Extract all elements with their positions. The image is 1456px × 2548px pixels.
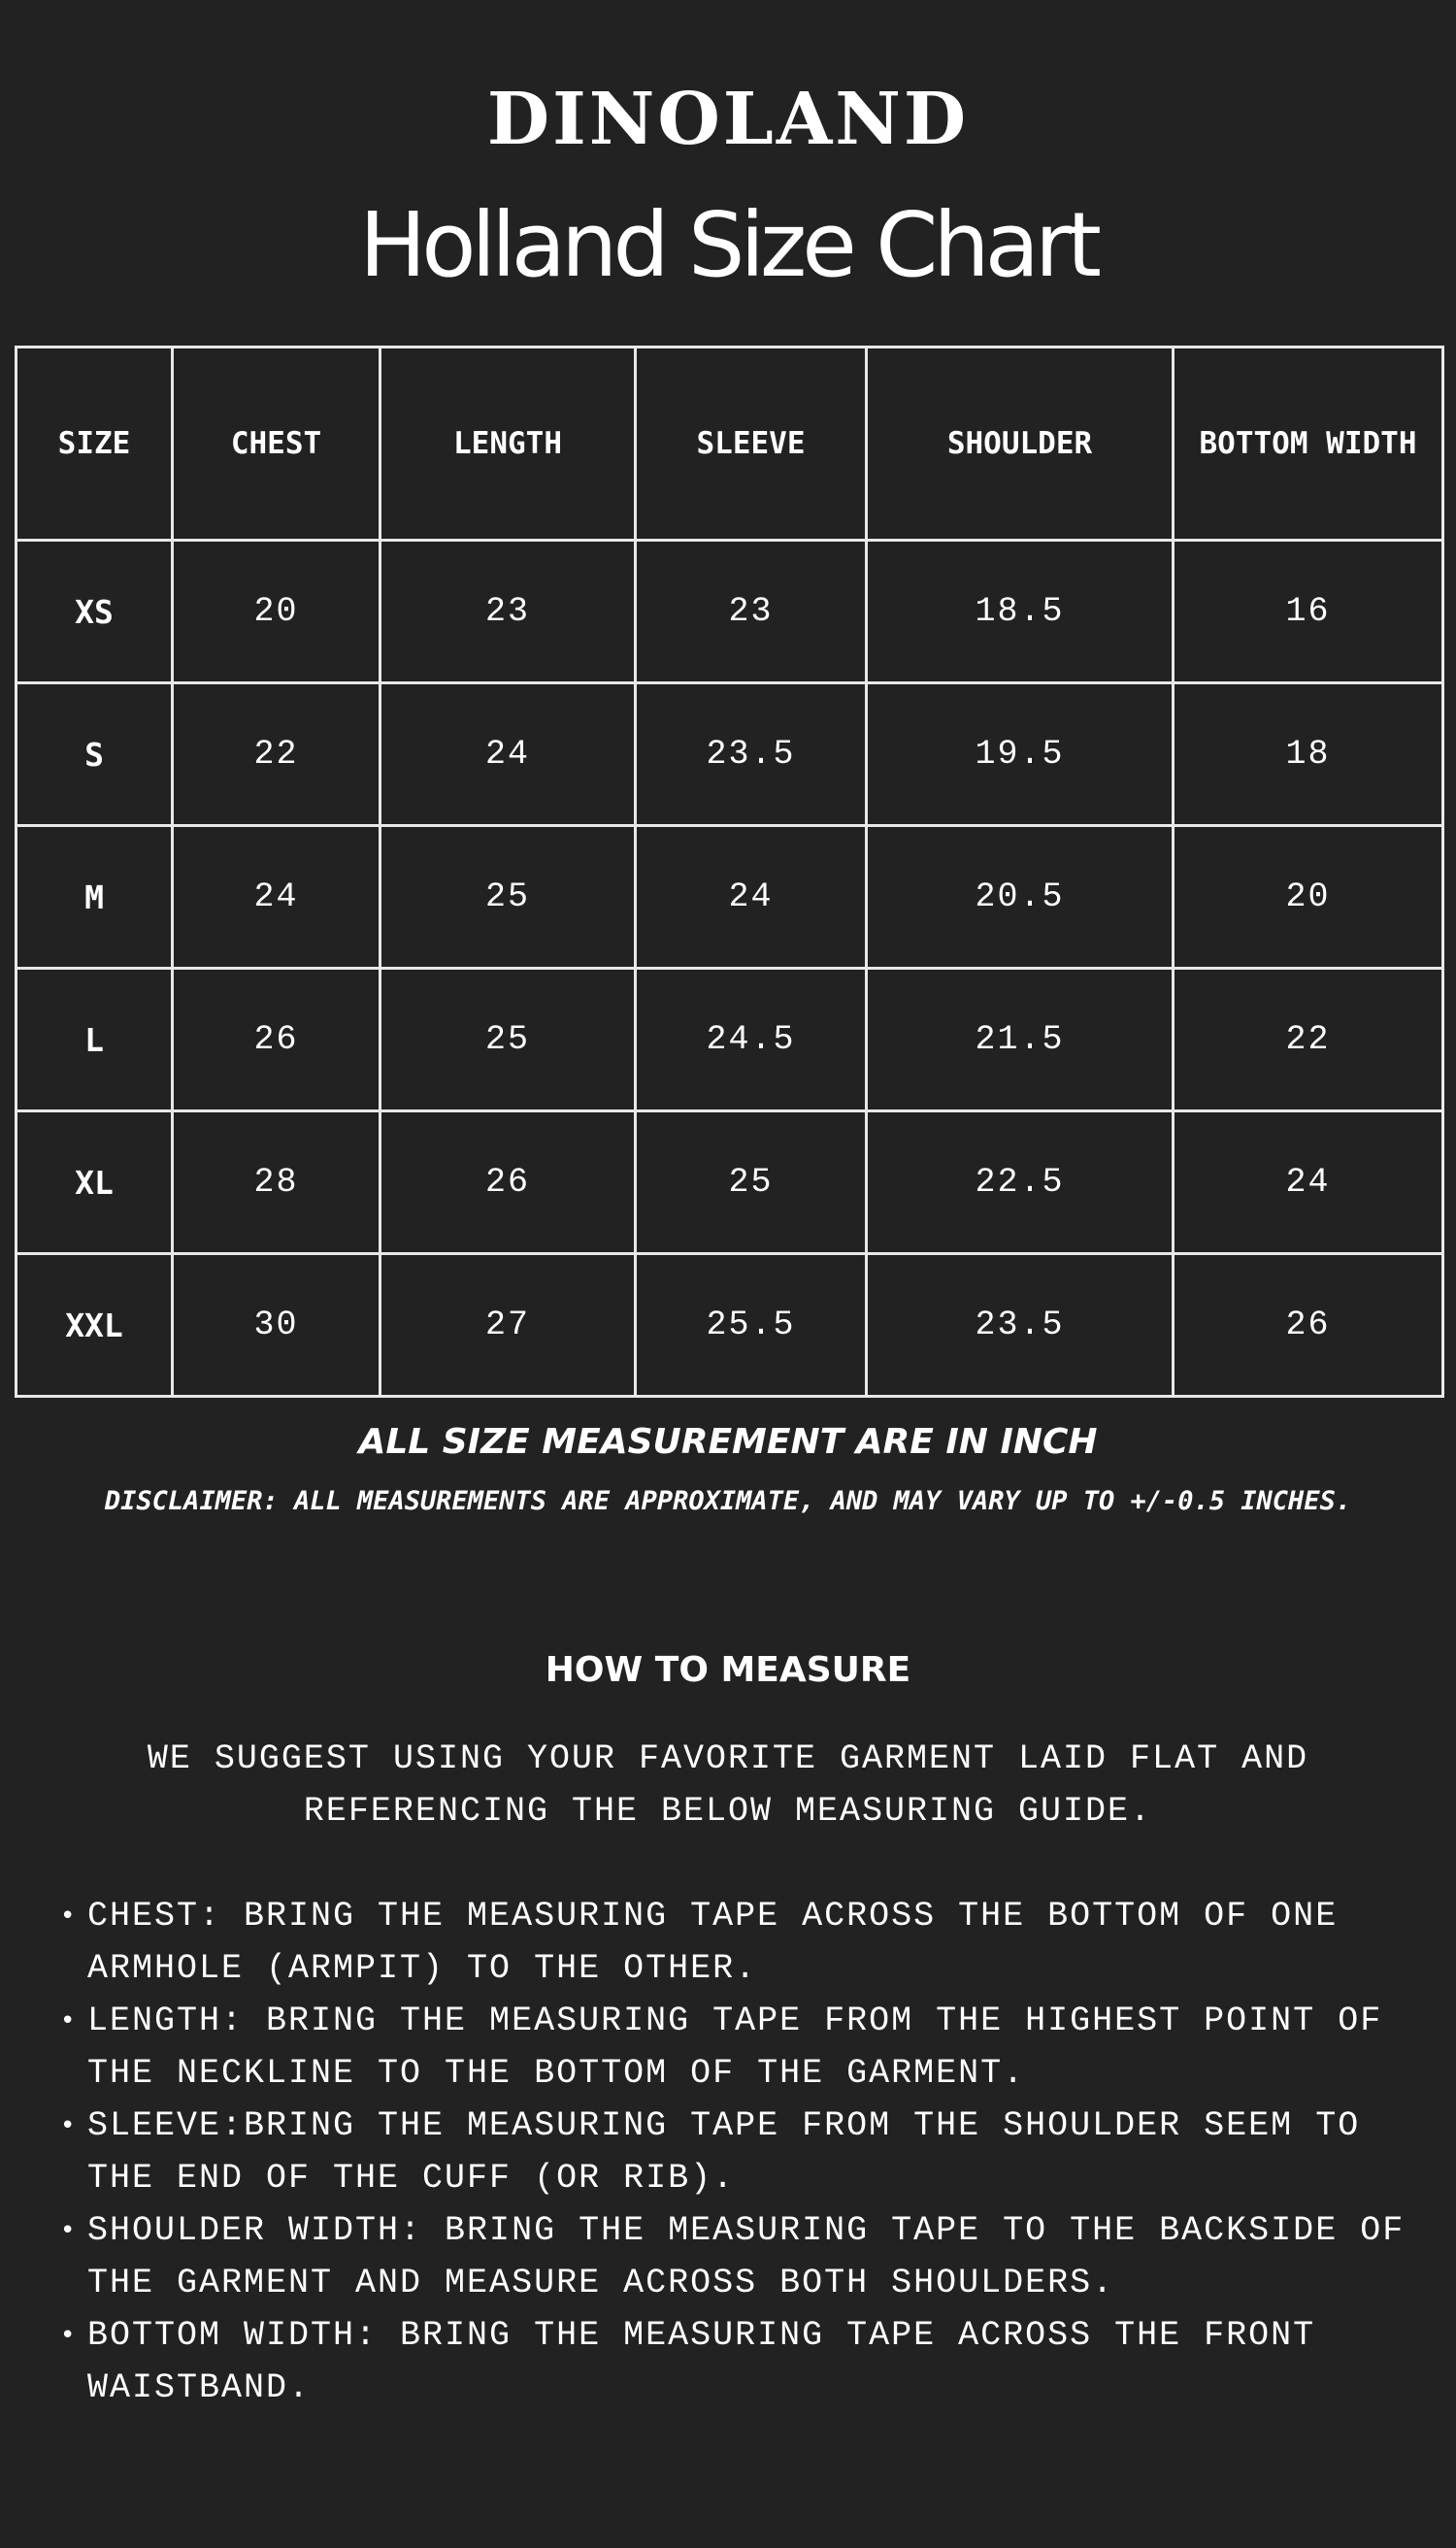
bullet-icon: • [60,2321,78,2350]
length-cell: 23 [381,541,636,683]
chest-cell: 30 [173,1254,381,1397]
shoulder-cell: 23.5 [867,1254,1174,1397]
chest-cell: 22 [173,683,381,826]
guide-bottom-width-text: BOTTOM WIDTH: BRING THE MEASURING TAPE ACROSS THE FRONT WAISTBAND. [87,2316,1316,2407]
size-cell: M [17,826,173,969]
header-bottom-width: BOTTOM WIDTH [1174,347,1443,541]
sleeve-cell: 25 [636,1111,867,1254]
chest-cell: 24 [173,826,381,969]
list-item [60,2309,1437,2414]
table-row [17,969,1443,1111]
page-title: Holland Size Chart [359,193,1097,297]
shoulder-cell: 21.5 [867,969,1174,1111]
guide-sleeve-text: SLEEVE:BRING THE MEASURING TAPE FROM THE SHOULDER SEEM TO THE END OF THE CUFF (OR RIB). [87,2106,1361,2198]
bottom-width-cell: 20 [1174,826,1443,969]
chest-cell: 20 [173,541,381,683]
shoulder-cell: 19.5 [867,683,1174,826]
length-cell: 24 [381,683,636,826]
size-chart-table [15,346,1444,1398]
measuring-guide-list [60,1890,1437,2414]
table-row [17,683,1443,826]
chest-cell: 28 [173,1111,381,1254]
how-to-measure-intro: WE SUGGEST USING YOUR FAVORITE GARMENT LAID FLAT AND REFERENCING THE BELOW MEASURING GUIDE. [147,1739,1309,1831]
guide-shoulder-width-text: SHOULDER WIDTH: BRING THE MEASURING TAPE TO THE BACKSIDE OF THE GARMENT AND MEASURE ACROSS BOTH SHOULDERS. [87,2211,1406,2302]
bottom-width-cell: 16 [1174,541,1443,683]
sleeve-cell: 25.5 [636,1254,867,1397]
table-header-row [17,347,1443,541]
length-cell: 26 [381,1111,636,1254]
header-sleeve: SLEEVE [636,347,867,541]
list-item [60,1995,1437,2100]
header-chest: CHEST [173,347,381,541]
bullet-icon: • [60,2111,78,2140]
disclaimer-text: DISCLAIMER: ALL MEASUREMENTS ARE APPROXIMATE, AND MAY VARY UP TO +/-0.5 INCHES. [104,1486,1352,1516]
guide-chest-text: CHEST: BRING THE MEASURING TAPE ACROSS THE BOTTOM OF ONE ARMHOLE (ARMPIT) TO THE OTHER. [87,1897,1339,1988]
length-cell: 25 [381,826,636,969]
size-cell: XL [17,1111,173,1254]
length-cell: 27 [381,1254,636,1397]
chest-cell: 26 [173,969,381,1111]
how-to-measure-heading: HOW TO MEASURE [545,1650,911,1690]
brand-logo-text: DINOLAND [486,78,970,161]
header-shoulder: SHOULDER [867,347,1174,541]
sleeve-cell: 24.5 [636,969,867,1111]
list-item [60,1890,1437,1995]
table-row [17,1111,1443,1254]
bullet-icon: • [60,2006,78,2035]
units-note: ALL SIZE MEASUREMENT ARE IN INCH [358,1422,1098,1462]
size-cell: L [17,969,173,1111]
bottom-width-cell: 26 [1174,1254,1443,1397]
length-cell: 25 [381,969,636,1111]
list-item [60,2204,1437,2309]
guide-length-text: LENGTH: BRING THE MEASURING TAPE FROM THE HIGHEST POINT OF THE NECKLINE TO THE BOTTOM OF THE GARMENT. [87,2002,1383,2093]
sleeve-cell: 23 [636,541,867,683]
size-cell: XXL [17,1254,173,1397]
shoulder-cell: 18.5 [867,541,1174,683]
table-row [17,541,1443,683]
bottom-width-cell: 24 [1174,1111,1443,1254]
size-cell: XS [17,541,173,683]
header-length: LENGTH [381,347,636,541]
bottom-width-cell: 18 [1174,683,1443,826]
bullet-icon: • [60,2216,78,2245]
header-size: SIZE [17,347,173,541]
table-row [17,1254,1443,1397]
bottom-width-cell: 22 [1174,969,1443,1111]
shoulder-cell: 22.5 [867,1111,1174,1254]
sleeve-cell: 23.5 [636,683,867,826]
bullet-icon: • [60,1902,78,1931]
shoulder-cell: 20.5 [867,826,1174,969]
table-row [17,826,1443,969]
size-cell: S [17,683,173,826]
sleeve-cell: 24 [636,826,867,969]
list-item [60,2100,1437,2204]
